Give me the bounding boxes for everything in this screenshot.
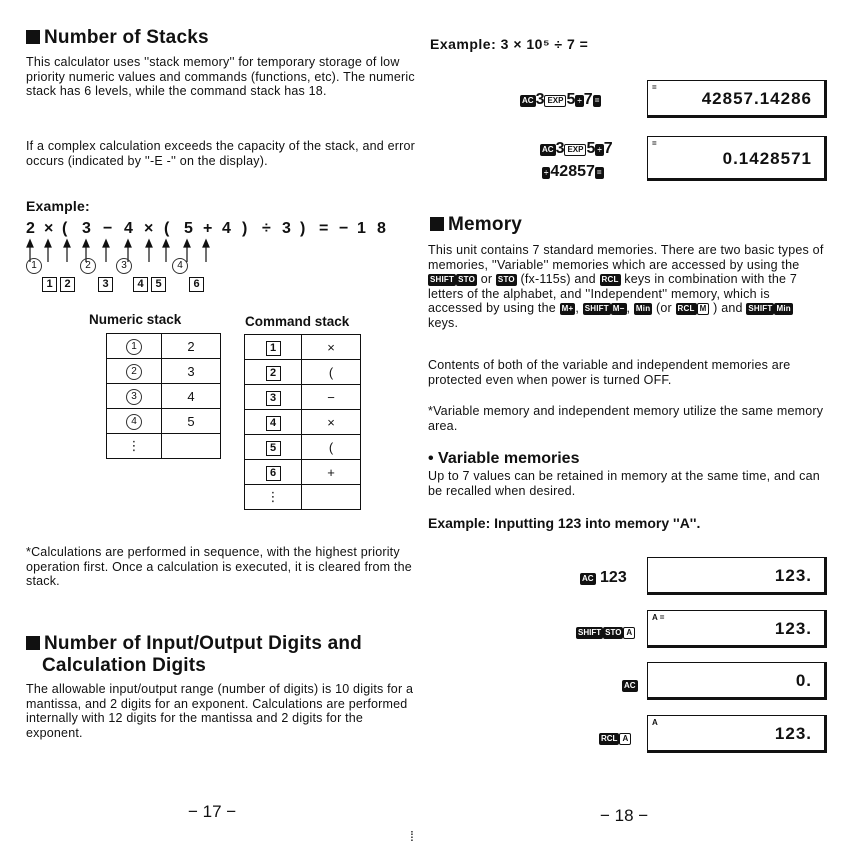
command-value-cell: +	[302, 460, 361, 485]
example1-label: Example: 3 × 10⁵ ÷ 7 =	[430, 36, 589, 52]
ex1-display-2: = 0.1428571	[647, 136, 827, 181]
ex1-keys-row3: ÷ 42857 =	[544, 163, 602, 180]
command-level-marker: 1	[42, 277, 57, 292]
divide-key: ÷	[597, 145, 602, 154]
command-row	[245, 385, 361, 410]
arrow-head	[27, 240, 33, 247]
variable-memories-heading: • Variable memories	[428, 450, 580, 467]
command-level-cell: 1	[245, 335, 302, 360]
command-level-cell: ⋮	[245, 485, 302, 510]
expression-token: −	[339, 220, 349, 237]
m-key: M	[697, 303, 710, 315]
numeric-level-cell: 3	[107, 384, 162, 409]
ex1-keys-row2: AC 3 EXP 5 ÷ 7	[542, 140, 613, 157]
expression-token: 8	[377, 220, 386, 237]
expression-token: 3	[82, 220, 91, 237]
ex2-step4-keys	[599, 729, 631, 747]
stacks-paragraph-2: If a complex calculation exceeds the capacity of the stack, and error occurs (indicated by ''-E -'' on the display).	[26, 139, 415, 168]
numeric-row	[107, 409, 221, 434]
stack-note: *Calculations are performed in sequence, with the highest priority operation first. Once a calculation is executed, it is cleared from the stack.	[26, 545, 412, 589]
exp-key: EXP	[564, 144, 586, 156]
page-number-left: − 17 −	[188, 802, 237, 821]
expression-token: ×	[44, 220, 54, 237]
stacks-paragraph-1: This calculator uses ''stack memory'' for temporary storage of low priority numeric values and commands (functions, etc). The numeric stack has 6 levels, while the command stack has 18.	[26, 55, 415, 99]
min-key: Min	[776, 304, 791, 314]
example-label: Example:	[26, 198, 90, 214]
arrow-head	[163, 240, 169, 247]
command-level-cell: 5	[245, 435, 302, 460]
memory-paragraph-2: Contents of both of the variable and independent memories are protected even when power is turned OFF.	[428, 358, 791, 387]
shift-key: SHIFT	[584, 304, 609, 314]
expression-token: )	[300, 220, 306, 237]
numeric-level-cell: ⋮	[107, 434, 162, 459]
expression-token: −	[103, 220, 113, 237]
arrow-head	[184, 240, 190, 247]
expression-token: (	[62, 220, 68, 237]
shift-key: SHIFT	[748, 304, 773, 314]
expression-token: 3	[282, 220, 291, 237]
divide-key: ÷	[577, 96, 582, 105]
command-level-marker: 3	[98, 277, 113, 292]
arrow-head	[64, 240, 70, 247]
a-key: A	[619, 733, 631, 745]
digits-heading: Number of Input/Output Digits and Calculation Digits	[26, 633, 362, 677]
numeric-level-cell: 1	[107, 334, 162, 359]
arrow-head	[125, 240, 131, 247]
expression-token: 5	[184, 220, 193, 237]
command-level-cell: 3	[245, 385, 302, 410]
numeric-row	[107, 359, 221, 384]
expression-token: (	[164, 220, 170, 237]
arrow-head	[203, 240, 209, 247]
ex1-keys-row1: AC 3 EXP 5 ÷ 7 =	[522, 91, 600, 108]
command-value-cell: −	[302, 385, 361, 410]
heading-square-icon	[26, 636, 40, 650]
numeric-value-cell: 3	[162, 359, 221, 384]
command-level-marker: 6	[189, 277, 204, 292]
variable-memories-paragraph: Up to 7 values can be retained in memory at the same time, and can be recalled when desired.	[428, 469, 820, 498]
arrow-head	[45, 240, 51, 247]
example2-label: Example: Inputting 123 into memory ''A''.	[428, 515, 701, 531]
ex2-step2-keys	[576, 623, 635, 641]
numeric-value-cell	[162, 434, 221, 459]
divide-key: ÷	[544, 168, 549, 177]
command-value-cell	[302, 485, 361, 510]
command-row	[245, 435, 361, 460]
numeric-level-marker: 4	[172, 258, 188, 274]
arrow-head	[83, 240, 89, 247]
numeric-value-cell: 5	[162, 409, 221, 434]
command-value-cell: ×	[302, 335, 361, 360]
command-level-cell: 4	[245, 410, 302, 435]
command-value-cell: (	[302, 435, 361, 460]
numeric-row	[107, 334, 221, 359]
sto-key: STO	[497, 275, 515, 285]
a-key: A	[623, 627, 635, 639]
arrow-head	[146, 240, 152, 247]
command-level-marker: 4	[133, 277, 148, 292]
expression-token: =	[319, 220, 329, 237]
command-level-cell: 6	[245, 460, 302, 485]
sto-key: STO	[458, 275, 476, 285]
numeric-stack-table	[106, 333, 221, 459]
ex2-display-1: 123.	[647, 557, 827, 595]
arrows-svg	[26, 238, 386, 278]
heading-square-icon	[430, 217, 444, 231]
expression-token: 1	[357, 220, 366, 237]
sto-key: STO	[605, 628, 622, 637]
command-value-cell: (	[302, 360, 361, 385]
ac-key: AC	[582, 574, 594, 583]
expression-token: ÷	[262, 220, 271, 237]
page-number-right: − 18 −	[600, 806, 649, 825]
expression-token: )	[242, 220, 248, 237]
rcl-key: RCL	[601, 734, 618, 743]
numeric-level-cell: 4	[107, 409, 162, 434]
numeric-level-marker: 2	[80, 258, 96, 274]
digits-paragraph: The allowable input/output range (number of digits) is 10 digits for a mantissa, and 2 digits for an exponent. Calculations are performed internally with 12 digits for the mantissa and 2 digits for the exponent.	[26, 682, 414, 740]
numeric-value-cell: 4	[162, 384, 221, 409]
command-stack-table	[244, 334, 361, 510]
numeric-stack-title: Numeric stack	[89, 312, 182, 327]
ex2-display-4: A 123.	[647, 715, 827, 753]
memory-note: *Variable memory and independent memory utilize the same memory area.	[428, 404, 824, 433]
command-stack-title: Command stack	[245, 314, 350, 329]
numeric-level-cell: 2	[107, 359, 162, 384]
m-minus-key: M−	[612, 304, 625, 314]
exp-key: EXP	[544, 95, 566, 107]
shift-key: SHIFT	[578, 628, 602, 637]
ex2-display-2: A = 123.	[647, 610, 827, 648]
numeric-level-marker: 3	[116, 258, 132, 274]
rcl-key: RCL	[601, 275, 619, 285]
command-row	[245, 485, 361, 510]
command-row	[245, 360, 361, 385]
ac-key: AC	[542, 145, 554, 154]
expression-token: +	[203, 220, 213, 237]
ac-key: AC	[624, 681, 636, 690]
expression-diagram	[26, 220, 386, 295]
expression-token: 2	[26, 220, 35, 237]
ex1-display-1: = 42857.14286	[647, 80, 827, 118]
expression-token: 4	[222, 220, 231, 237]
rcl-key: RCL	[677, 304, 695, 314]
binding-divider: ⁞	[410, 828, 414, 844]
heading-square-icon	[26, 30, 40, 44]
command-level-marker: 5	[151, 277, 166, 292]
shift-key: SHIFT	[430, 275, 455, 285]
m-plus-key: M+	[561, 304, 574, 314]
equals-key: =	[596, 168, 602, 177]
command-level-marker: 2	[60, 277, 75, 292]
ex2-step1-keys: AC 123	[582, 569, 627, 586]
command-level-cell: 2	[245, 360, 302, 385]
numeric-value-cell: 2	[162, 334, 221, 359]
command-value-cell: ×	[302, 410, 361, 435]
numeric-row	[107, 384, 221, 409]
stacks-heading: Number of Stacks	[26, 27, 209, 49]
equals-key: =	[594, 96, 600, 105]
command-row	[245, 335, 361, 360]
min-key: Min	[635, 304, 651, 314]
command-row	[245, 410, 361, 435]
ac-key: AC	[522, 96, 534, 105]
arrow-head	[103, 240, 109, 247]
memory-paragraph: This unit contains 7 standard memories. There are two basic types of memories, ''Variable'' memories which are accessed by using the SHIFT STO or STO (fx-115s) and RCL keys in combination with the 7 letters of the alphabet, and ''Independent'' memory, which is accessed by using the M+ , SHIFT M− , Min (or RCL M ) and SHIFT Min keys.	[428, 243, 824, 330]
expression-token: 4	[124, 220, 133, 237]
memory-heading: Memory	[430, 214, 522, 236]
command-row	[245, 460, 361, 485]
ex2-step3-keys	[622, 676, 638, 694]
numeric-row	[107, 434, 221, 459]
numeric-level-marker: 1	[26, 258, 42, 274]
ex2-display-3: 0.	[647, 662, 827, 700]
expression-token: ×	[144, 220, 154, 237]
